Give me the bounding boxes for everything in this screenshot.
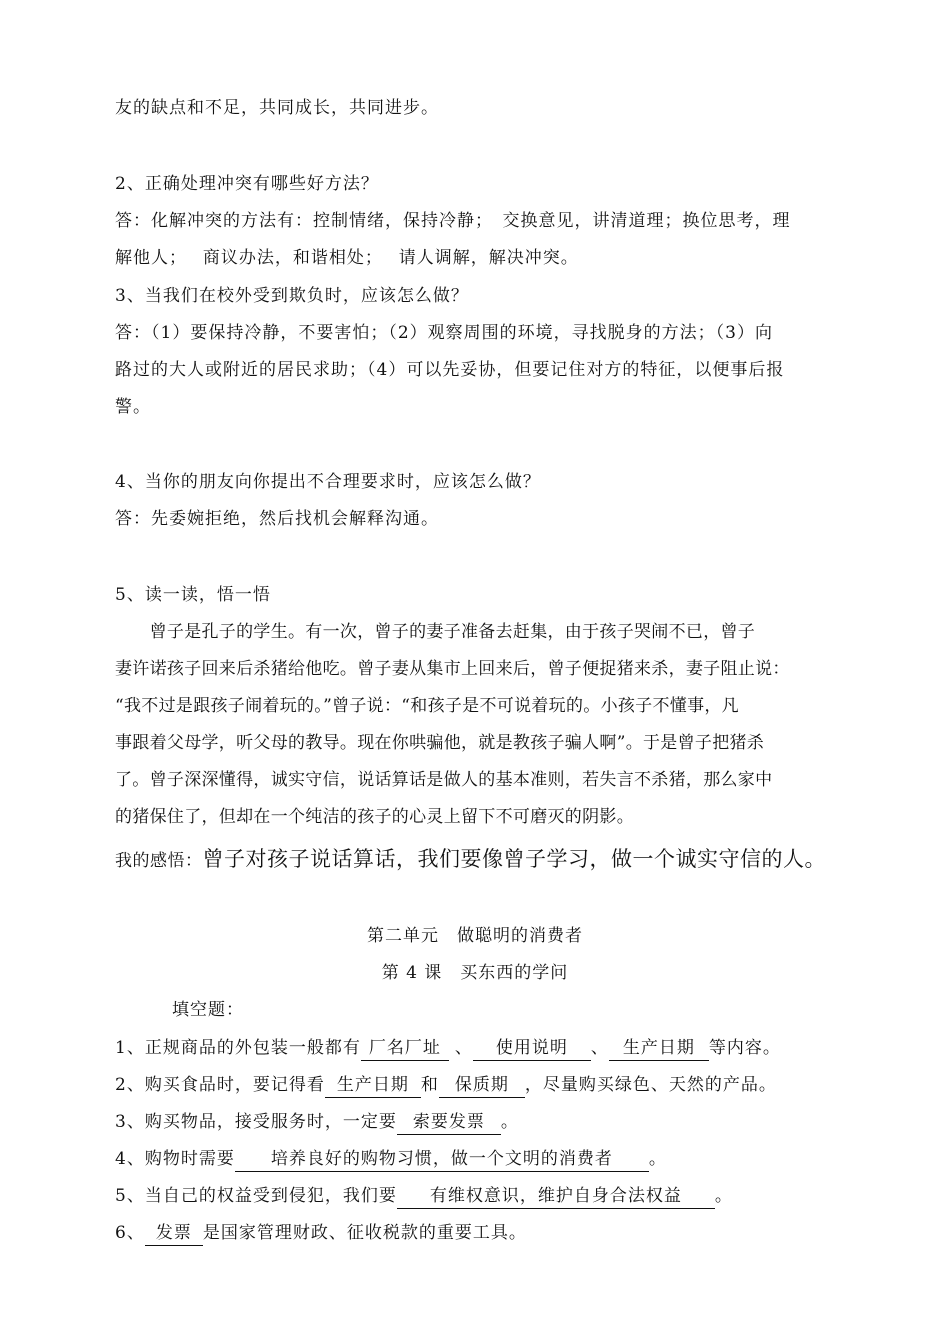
fill-answer: 生产日期 [325, 1074, 421, 1098]
paragraph-line: 友的缺点和不足，共同成长，共同进步。 [115, 98, 439, 118]
answer-2-line: 答：化解冲突的方法有：控制情绪，保持冷静； 交换意见，讲清道理；换位思考，理 [115, 211, 791, 231]
unit-title: 第二单元 做聪明的消费者 [367, 926, 583, 946]
fill-text: 、 [590, 1038, 609, 1058]
fill-text: 。 [500, 1112, 519, 1132]
fill-item-3 [115, 1111, 845, 1135]
answer-2-line: 解他人； 商议办法，和谐相处； 请人调解，解决冲突。 [115, 248, 579, 268]
reflection-label: 我的感悟： [115, 851, 203, 871]
fill-answer: 厂名厂址 [361, 1037, 449, 1061]
answer-4: 答：先委婉拒绝，然后找机会解释沟通。 [115, 509, 439, 529]
fill-text: 、 [454, 1038, 473, 1058]
fill-text: 3、购买物品，接受服务时，一定要 [115, 1112, 397, 1132]
fill-answer: 索要发票 [397, 1111, 501, 1135]
answer-3-line: 答：（1）要保持冷静，不要害怕；（2）观察周围的环境，寻找脱身的方法；（3）向 [115, 323, 773, 343]
fill-text: 。 [648, 1149, 667, 1169]
question-5: 5、读一读，悟一悟 [115, 585, 271, 605]
fill-text: ，尽量购买绿色、天然的产品。 [524, 1075, 777, 1095]
question-4: 4、当你的朋友向你提出不合理要求时，应该怎么做？ [115, 472, 541, 492]
answer-3-line: 警。 [115, 397, 151, 417]
story-line: “我不过是跟孩子闹着玩的。”曾子说：“和孩子是不可说着玩的。小孩子不懂事，凡 [115, 696, 739, 716]
story-line: 了。曾子深深懂得，诚实守信，说话算话是做人的基本准则，若失言不杀猪，那么家中 [115, 770, 773, 790]
fill-answer: 保质期 [439, 1074, 525, 1098]
fill-text: 4、购物时需要 [115, 1149, 235, 1169]
story-line: 曾子是孔子的学生。有一次，曾子的妻子准备去赶集，由于孩子哭闹不已，曾子 [115, 622, 756, 642]
story-line: 妻许诺孩子回来后杀猪给他吃。曾子妻从集市上回来后，曾子便捉猪来杀，妻子阻止说： [115, 659, 790, 679]
question-2: 2、正确处理冲突有哪些好方法？ [115, 174, 379, 194]
fill-item-2 [115, 1074, 845, 1098]
fill-answer: 发票 [145, 1222, 203, 1246]
fill-item-6 [115, 1222, 845, 1246]
question-3: 3、当我们在校外受到欺负时，应该怎么做？ [115, 286, 469, 306]
lesson-title: 第 4 课 买东西的学问 [381, 963, 569, 983]
reflection-text: 曾子对孩子说话算话，我们要像曾子学习，做一个诚实守信的人。 [202, 847, 826, 871]
fill-text: 。 [714, 1186, 733, 1206]
fill-text: 2、购买食品时，要记得看 [115, 1075, 325, 1095]
fill-item-4 [115, 1148, 845, 1172]
fill-item-5 [115, 1185, 845, 1209]
fill-item-1 [115, 1037, 845, 1061]
story-line: 事跟着父母学，听父母的教导。现在你哄骗他，就是教孩子骗人啊”。于是曾子把猪杀 [115, 733, 765, 753]
story-line: 的猪保住了，但却在一个纯洁的孩子的心灵上留下不可磨灭的阴影。 [115, 807, 634, 827]
answer-3-line: 路过的大人或附近的居民求助；（4）可以先妥协，但要记住对方的特征，以便事后报 [115, 360, 785, 380]
fill-answer: 培养良好的购物习惯，做一个文明的消费者 [235, 1148, 649, 1172]
fill-answer: 有维权意识，维护自身合法权益 [397, 1185, 715, 1209]
reflection [115, 845, 845, 875]
fill-text: 5、当自己的权益受到侵犯，我们要 [115, 1186, 397, 1206]
fill-answer: 生产日期 [609, 1037, 709, 1061]
fill-text: 1、正规商品的外包装一般都有 [115, 1038, 361, 1058]
fill-text: 等内容。 [708, 1038, 781, 1058]
fill-text: 和 [420, 1075, 439, 1095]
fill-heading: 填空题： [172, 1000, 244, 1020]
fill-text: 是国家管理财政、征收税款的重要工具。 [202, 1223, 527, 1243]
fill-text: 6、 [115, 1223, 145, 1243]
fill-answer: 使用说明 [473, 1037, 591, 1061]
